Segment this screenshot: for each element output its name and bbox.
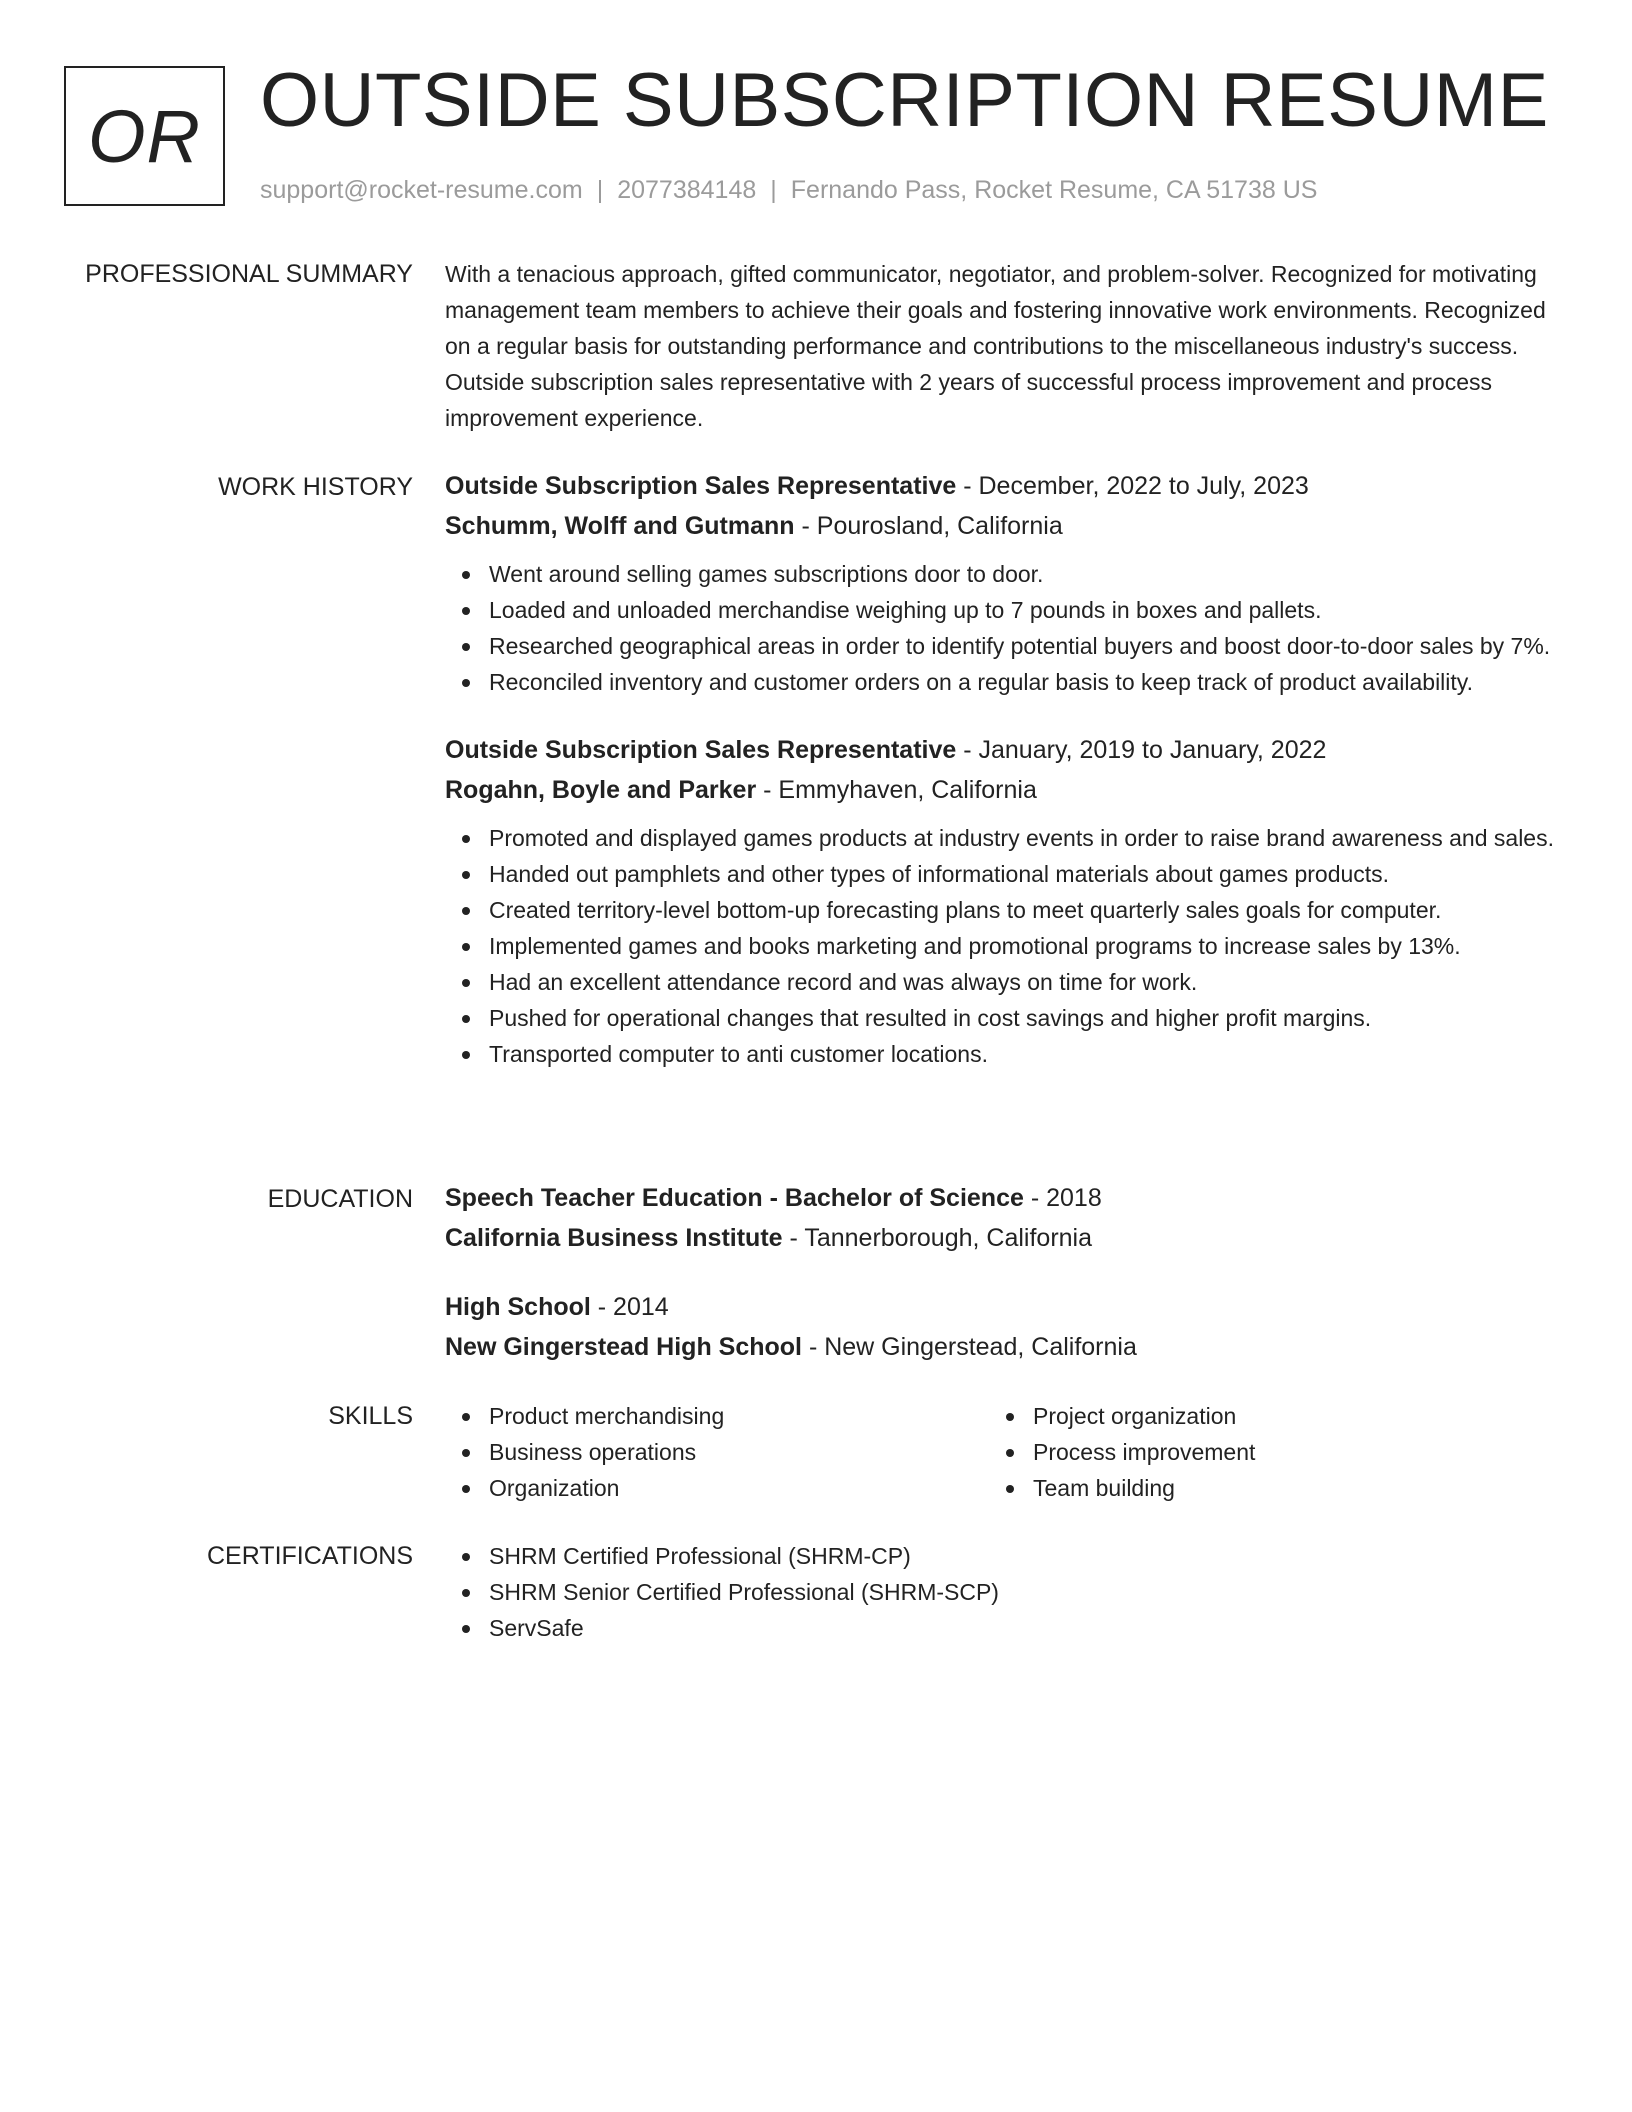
degree-year: - 2014 [590,1293,669,1321]
job-location: - Pourosland, California [794,512,1063,540]
job-title-line [445,730,1555,770]
job-entry [445,466,1555,700]
job-title: Outside Subscription Sales Representative [445,736,957,764]
list-item: Product merchandising [489,1398,724,1434]
school-line [445,1327,1555,1367]
list-item: Team building [1033,1470,1255,1506]
job-company-line [445,770,1555,810]
section-heading-education: EDUCATION [267,1185,413,1213]
job-title-line [445,466,1555,506]
degree-title: Speech Teacher Education - Bachelor of Science [445,1184,1024,1212]
list-item: SHRM Senior Certified Professional (SHRM-SCP) [489,1574,1555,1610]
job-dates: - January, 2019 to January, 2022 [956,736,1327,764]
list-item: Project organization [1033,1398,1255,1434]
skills-list [989,1398,1255,1506]
list-item: Had an excellent attendance record and was always on time for work. [489,964,1555,1000]
school-name: New Gingerstead High School [445,1333,802,1361]
summary-section [445,256,1555,436]
education-entry [445,1287,1555,1367]
skills-column-right [989,1398,1255,1506]
education-section [445,1178,1555,1367]
skills-list [445,1398,724,1506]
job-duties-list [445,556,1555,700]
section-heading-summary: PROFESSIONAL SUMMARY [85,260,413,288]
job-duties-list [445,820,1555,1072]
address-text: Fernando Pass, Rocket Resume, CA 51738 US [790,176,1318,204]
list-item: Business operations [489,1434,724,1470]
degree-year: - 2018 [1023,1184,1102,1212]
school-name: California Business Institute [445,1224,783,1252]
school-location: - Tannerborough, California [782,1224,1093,1252]
list-item: Handed out pamphlets and other types of informational materials about games products. [489,856,1555,892]
list-item: Pushed for operational changes that resulted in cost savings and higher profit margins. [489,1000,1555,1036]
list-item: Went around selling games subscriptions door to door. [489,556,1555,592]
section-heading-work-history: WORK HISTORY [218,473,413,501]
contact-separator: | [770,176,777,204]
certifications-section [445,1538,1555,1646]
skills-section [445,1398,1555,1518]
list-item: Reconciled inventory and customer orders on a regular basis to keep track of product availability. [489,664,1555,700]
education-entry [445,1178,1555,1258]
list-item: Implemented games and books marketing and promotional programs to increase sales by 13%. [489,928,1555,964]
job-dates: - December, 2022 to July, 2023 [956,472,1309,500]
list-item: SHRM Certified Professional (SHRM-CP) [489,1538,1555,1574]
degree-line [445,1287,1555,1327]
contact-separator: | [596,176,604,204]
phone-text: 2077384148 [617,176,757,204]
list-item: ServSafe [489,1610,1555,1646]
job-location: - Emmyhaven, California [756,776,1037,804]
school-line [445,1218,1555,1258]
section-heading-skills: SKILLS [328,1402,413,1430]
list-item: Loaded and unloaded merchandise weighing up to 7 pounds in boxes and pallets. [489,592,1555,628]
work-history-section [445,466,1555,1072]
job-entry [445,730,1555,1072]
job-company: Schumm, Wolff and Gutmann [445,512,795,540]
page-title: OUTSIDE SUBSCRIPTION RESUME [260,58,1549,143]
email-text: support@rocket-resume.com [260,176,583,204]
job-title: Outside Subscription Sales Representative [445,472,957,500]
list-item: Organization [489,1470,724,1506]
monogram-logo: OR [64,66,225,206]
job-company-line [445,506,1555,546]
job-company: Rogahn, Boyle and Parker [445,776,757,804]
certifications-list [445,1538,1555,1646]
school-location: - New Gingerstead, California [802,1333,1137,1361]
list-item: Transported computer to anti customer locations. [489,1036,1555,1072]
contact-line [260,174,1317,206]
list-item: Researched geographical areas in order to identify potential buyers and boost door-to-door sales by 7%. [489,628,1555,664]
section-heading-certifications: CERTIFICATIONS [206,1542,413,1570]
degree-line [445,1178,1555,1218]
degree-title: High School [445,1293,591,1321]
list-item: Process improvement [1033,1434,1255,1470]
summary-text: With a tenacious approach, gifted communicator, negotiator, and problem-solver. Recognized for motivating management team members to achieve their goals and fostering innovative work environments. Recognized on a regular basis for outstanding performance and contributions to the miscellaneous industry's success. Outside subscription sales representative with 2 years of successful process improvement and process improvement experience. [445,261,1546,431]
list-item: Created territory-level bottom-up forecasting plans to meet quarterly sales goals for computer. [489,892,1555,928]
list-item: Promoted and displayed games products at industry events in order to raise brand awareness and sales. [489,820,1555,856]
skills-column-left [445,1398,724,1506]
